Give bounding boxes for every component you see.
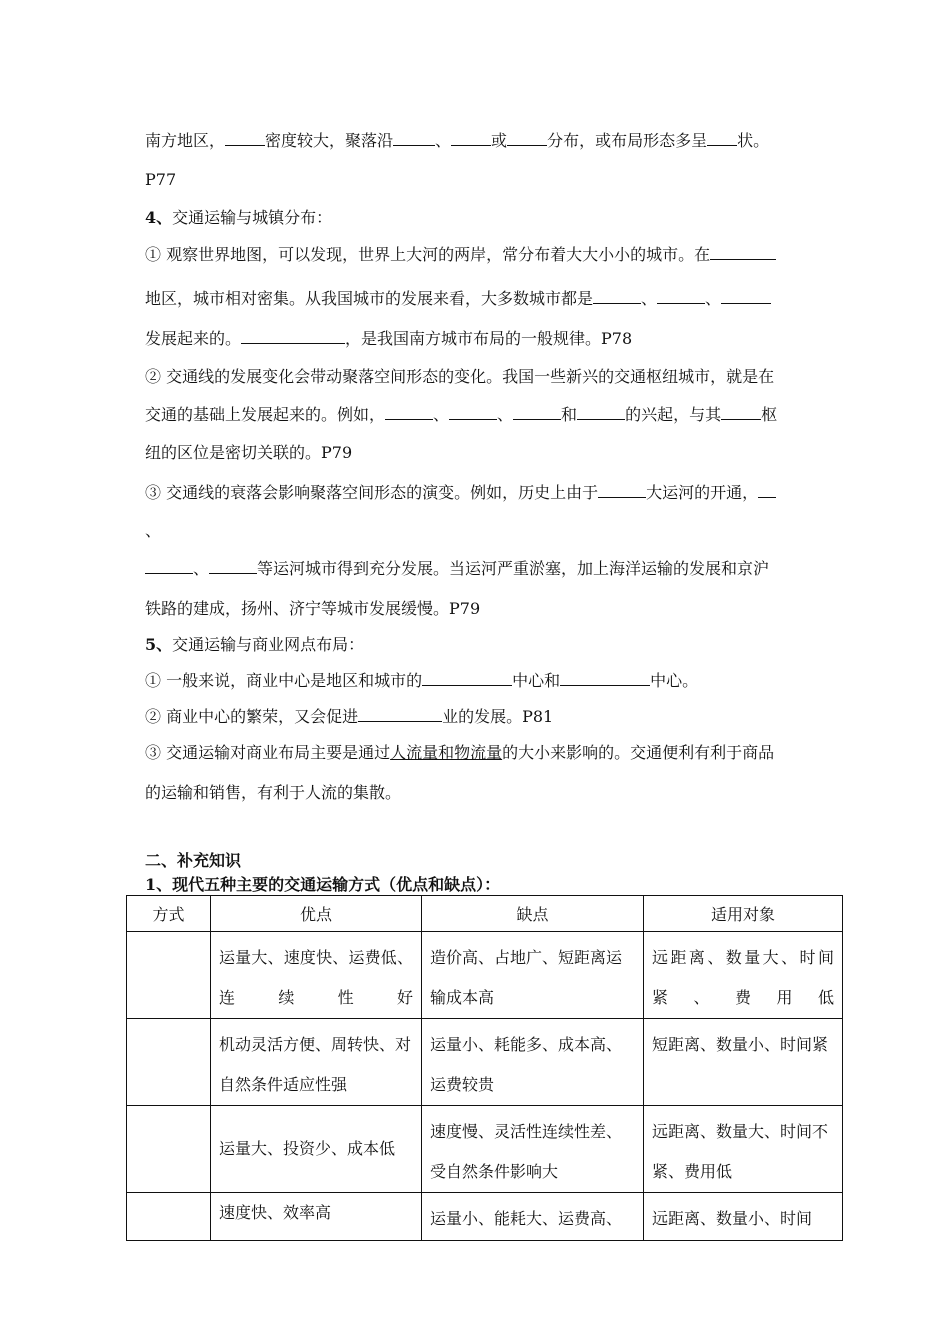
fill-blank: [721, 289, 771, 304]
pros-cell: 机动灵活方便、周转快、对自然条件适应性强: [211, 1019, 422, 1106]
fill-blank: [422, 671, 512, 686]
text-line: ③ 交通运输对商业布局主要是通过人流量和物流量的大小来影响的。交通便利有利于商品: [145, 743, 775, 762]
use-cell: 远距离、数量大、时间不紧、费用低: [644, 1106, 843, 1193]
table-row: [127, 932, 843, 1019]
fill-blank: [721, 405, 761, 420]
pros-cell: 运量大、投资少、成本低: [211, 1106, 422, 1193]
text-line: ② 交通线的发展变化会带动聚落空间形态的变化。我国一些新兴的交通枢纽城市，就是在: [145, 367, 775, 386]
cons-cell: 造价高、占地广、短距离运输成本高: [422, 932, 644, 1019]
text-line: 地区，城市相对密集。从我国城市的发展来看，大多数城市都是 、 、: [145, 286, 771, 309]
mode-cell: [127, 932, 211, 1019]
use-cell: 远距离、数量大、时间紧、费用低: [644, 932, 843, 1019]
table-header-row: [127, 896, 843, 932]
header-cell: 适用对象: [644, 896, 843, 932]
text-line: 的运输和销售，有利于人流的集散。: [145, 783, 402, 802]
section-heading: 4、交通运输与城镇分布：: [145, 208, 333, 227]
mode-cell: [127, 1106, 211, 1193]
header-cell: 方式: [127, 896, 211, 932]
fill-blank: [358, 707, 442, 722]
text-line: ③ 交通线的衰落会影响聚落空间形态的演变。例如，历史上由于 大运河的开通，: [145, 480, 776, 503]
text-line: 铁路的建成，扬州、济宁等城市发展缓慢。P79: [145, 599, 481, 618]
table-caption: 1、现代五种主要的交通运输方式（优点和缺点）：: [145, 875, 501, 894]
page-ref: P77: [145, 170, 177, 189]
table-row: [127, 1193, 843, 1241]
pros-cell: 速度快、效率高: [211, 1193, 422, 1241]
cons-cell: 运量小、能耗大、运费高、: [422, 1193, 644, 1241]
table-row: [127, 1106, 843, 1193]
use-cell: 远距离、数量小、时间: [644, 1193, 843, 1241]
fill-blank: [451, 131, 491, 146]
fill-blank: [710, 245, 776, 260]
fill-blank: [241, 329, 345, 344]
fill-blank: [145, 559, 193, 574]
section-heading: 5、交通运输与商业网点布局：: [145, 635, 365, 654]
pros-cell: 运量大、速度快、运费低、连续性好: [211, 932, 422, 1019]
fill-blank: [393, 131, 435, 146]
fill-blank: [593, 289, 641, 304]
text-line: 、: [145, 521, 162, 540]
cons-cell: 速度慢、灵活性连续性差、受自然条件影响大: [422, 1106, 644, 1193]
text-line: ① 观察世界地图，可以发现，世界上大河的两岸，常分布着大大小小的城市。在: [145, 242, 776, 265]
text-line: 发展起来的。 ，是我国南方城市布局的一般规律。P78: [145, 329, 633, 348]
fill-blank: [513, 405, 561, 420]
text-line: 、 等运河城市得到充分发展。当运河严重淤塞，加上海洋运输的发展和京沪: [145, 556, 769, 579]
fill-blank: [385, 405, 433, 420]
fill-blank: [758, 483, 776, 498]
header-cell: 缺点: [422, 896, 644, 932]
mode-cell: [127, 1019, 211, 1106]
header-cell: 优点: [211, 896, 422, 932]
fill-blank: [657, 289, 705, 304]
mode-cell: [127, 1193, 211, 1241]
fill-blank: [225, 131, 265, 146]
text-line: 纽的区位是密切关联的。P79: [145, 443, 353, 462]
text-line: 交通的基础上发展起来的。例如， 、 、 和 的兴起，与其 枢: [145, 405, 778, 424]
section-heading: 二、补充知识: [145, 851, 242, 870]
text-line: 南方地区， 密度较大，聚落沿 、 或 分布，或布局形态多呈 状。: [145, 131, 770, 150]
fill-blank: [577, 405, 625, 420]
fill-blank: [707, 131, 737, 146]
transport-modes-table: [126, 895, 843, 1241]
fill-blank: [507, 131, 547, 146]
fill-blank: [598, 483, 646, 498]
table-row: [127, 1019, 843, 1106]
text-line: ② 商业中心的繁荣，又会促进 业的发展。P81: [145, 707, 554, 726]
use-cell: 短距离、数量小、时间紧: [644, 1019, 843, 1106]
cons-cell: 运量小、耗能多、成本高、运费较贵: [422, 1019, 644, 1106]
text-line: ① 一般来说，商业中心是地区和城市的 中心和 中心。: [145, 671, 699, 690]
fill-blank: [560, 671, 650, 686]
fill-blank: [209, 559, 257, 574]
fill-blank: [449, 405, 497, 420]
